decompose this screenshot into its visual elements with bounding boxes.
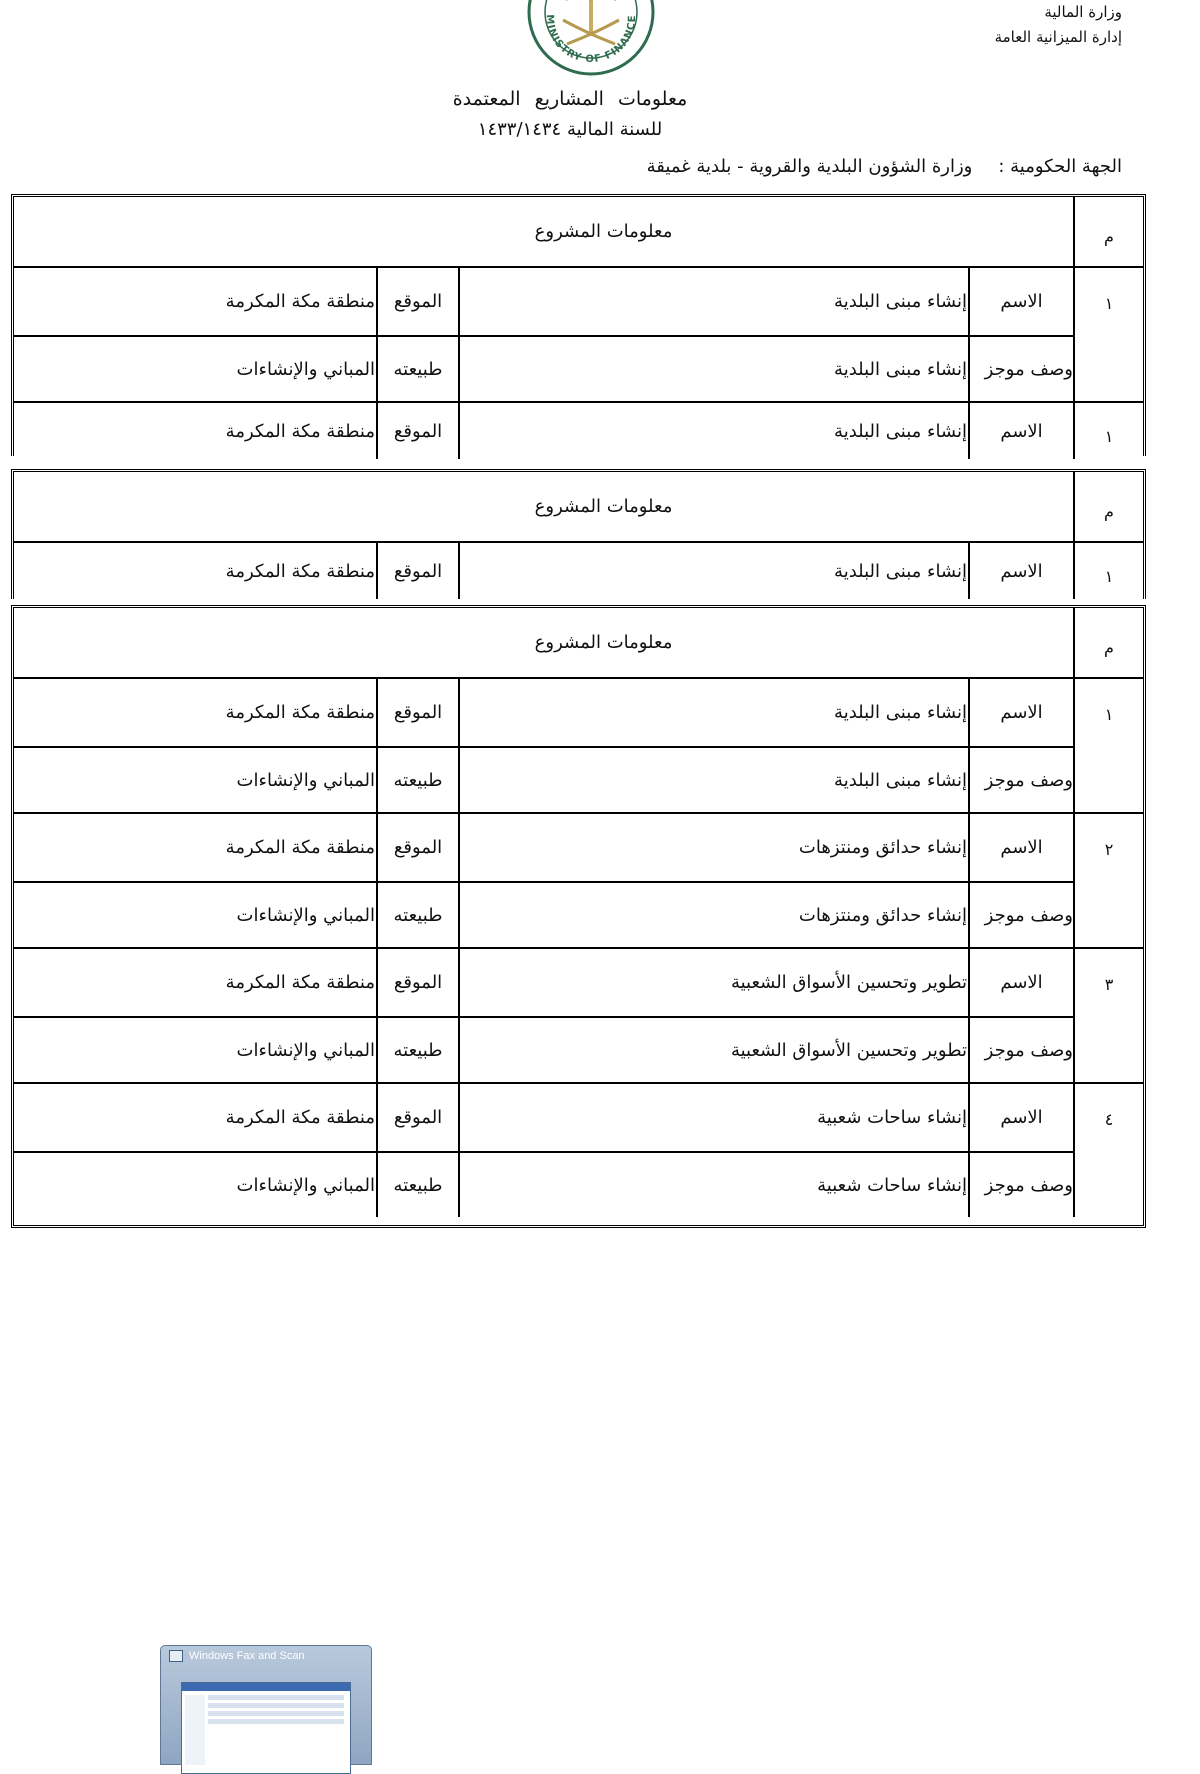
header-m: م <box>1073 197 1143 266</box>
project-nature: المباني والإنشاءات <box>236 1174 375 1196</box>
project-number: ٢ <box>1073 814 1143 947</box>
label-brief-desc: وصف موجز <box>968 1018 1073 1082</box>
label-location: الموقع <box>376 403 458 459</box>
project-desc: إنشاء حدائق ومنتزهات <box>458 883 968 947</box>
project-nature: المباني والإنشاءات <box>236 358 375 380</box>
table-row <box>14 881 1073 947</box>
project-block <box>14 947 1143 1082</box>
project-location: منطقة مكة المكرمة <box>225 1107 375 1128</box>
project-name: إنشاء حدائق ومنتزهات <box>458 814 968 881</box>
department-name: إدارة الميزانية العامة <box>994 28 1122 46</box>
header-right <box>822 0 1122 50</box>
projects-table-2 <box>11 469 1146 599</box>
label-name: الاسم <box>968 814 1073 881</box>
project-location: منطقة مكة المكرمة <box>225 291 375 312</box>
project-desc: إنشاء مبنى البلدية <box>458 748 968 812</box>
label-nature: طبيعته <box>376 883 458 947</box>
project-block <box>14 812 1143 947</box>
projects-table-1 <box>11 194 1146 456</box>
label-location: الموقع <box>376 679 458 746</box>
project-name: تطوير وتحسين الأسواق الشعبية <box>458 949 968 1016</box>
gov-entity-value: وزارة الشؤون البلدية والقروية - بلدية غميقة <box>646 156 973 177</box>
project-desc: إنشاء ساحات شعبية <box>458 1153 968 1217</box>
project-nature: المباني والإنشاءات <box>236 1039 375 1061</box>
table-header-row <box>14 608 1143 677</box>
project-block <box>14 541 1143 599</box>
label-location: الموقع <box>376 268 458 335</box>
table-row <box>14 335 1073 401</box>
label-location: الموقع <box>376 814 458 881</box>
table-row <box>14 746 1073 812</box>
table-row <box>14 814 1073 881</box>
project-nature: المباني والإنشاءات <box>236 769 375 791</box>
project-number: ١ <box>1073 268 1143 401</box>
project-location: منطقة مكة المكرمة <box>225 972 375 993</box>
project-location: منطقة مكة المكرمة <box>225 702 375 723</box>
label-location: الموقع <box>376 949 458 1016</box>
project-block <box>14 401 1143 459</box>
seal-text: MINISTRY OF FINANCE <box>543 14 639 66</box>
thumbnail-title <box>169 1650 305 1662</box>
label-location: الموقع <box>376 1084 458 1151</box>
project-nature: المباني والإنشاءات <box>236 904 375 926</box>
project-name: إنشاء مبنى البلدية <box>458 679 968 746</box>
label-name: الاسم <box>968 403 1073 459</box>
project-name: إنشاء ساحات شعبية <box>458 1084 968 1151</box>
label-nature: طبيعته <box>376 337 458 401</box>
project-number: ١ <box>1073 543 1143 599</box>
label-brief-desc: وصف موجز <box>968 337 1073 401</box>
fax-scan-icon <box>169 1650 183 1662</box>
header-project-info: معلومات المشروع <box>534 496 673 517</box>
project-name: إنشاء مبنى البلدية <box>458 268 968 335</box>
label-nature: طبيعته <box>376 1153 458 1217</box>
label-name: الاسم <box>968 679 1073 746</box>
ministry-name: وزارة المالية <box>1044 3 1122 21</box>
label-brief-desc: وصف موجز <box>968 1153 1073 1217</box>
thumbnail-title-text: Windows Fax and Scan <box>189 1650 305 1662</box>
gov-entity-line <box>422 153 1122 181</box>
label-nature: طبيعته <box>376 748 458 812</box>
table-header-row <box>14 197 1143 266</box>
projects-table-3 <box>11 605 1146 1228</box>
header-m: م <box>1073 472 1143 541</box>
label-brief-desc: وصف موجز <box>968 883 1073 947</box>
project-location: منطقة مكة المكرمة <box>225 837 375 858</box>
header-project-info: معلومات المشروع <box>534 632 673 653</box>
table-row <box>14 1016 1073 1082</box>
label-name: الاسم <box>968 949 1073 1016</box>
label-location: الموقع <box>376 543 458 599</box>
label-name: الاسم <box>968 1084 1073 1151</box>
thumbnail-window-preview <box>181 1682 351 1774</box>
title-block <box>380 84 760 144</box>
project-block <box>14 266 1143 401</box>
label-name: الاسم <box>968 543 1073 599</box>
label-name: الاسم <box>968 268 1073 335</box>
project-block <box>14 677 1143 812</box>
table-row <box>14 543 1073 599</box>
label-nature: طبيعته <box>376 1018 458 1082</box>
project-block <box>14 1082 1143 1217</box>
table-row <box>14 679 1073 746</box>
project-desc: تطوير وتحسين الأسواق الشعبية <box>458 1018 968 1082</box>
project-number: ٤ <box>1073 1084 1143 1217</box>
table-row <box>14 268 1073 335</box>
project-number: ١ <box>1073 403 1143 459</box>
project-name: إنشاء مبنى البلدية <box>458 543 968 599</box>
table-row <box>14 949 1073 1016</box>
project-desc: إنشاء مبنى البلدية <box>458 337 968 401</box>
project-number: ٣ <box>1073 949 1143 1082</box>
project-location: منطقة مكة المكرمة <box>225 420 375 442</box>
table-row <box>14 1151 1073 1217</box>
gov-entity-label: الجهة الحكومية : <box>998 156 1122 177</box>
page-title: معلومات المشاريع المعتمدة <box>452 88 688 110</box>
table-row <box>14 403 1073 459</box>
taskbar-thumbnail-fax-scan[interactable] <box>160 1645 372 1765</box>
label-brief-desc: وصف موجز <box>968 748 1073 812</box>
ministry-seal-logo <box>527 0 655 76</box>
table-header-row <box>14 472 1143 541</box>
table-row <box>14 1084 1073 1151</box>
project-number: ١ <box>1073 679 1143 812</box>
project-location: منطقة مكة المكرمة <box>225 560 375 582</box>
header-project-info: معلومات المشروع <box>534 221 673 242</box>
fiscal-year: للسنة المالية ١٤٣٣/١٤٣٤ <box>477 119 663 140</box>
project-name: إنشاء مبنى البلدية <box>458 403 968 459</box>
header-m: م <box>1073 608 1143 677</box>
